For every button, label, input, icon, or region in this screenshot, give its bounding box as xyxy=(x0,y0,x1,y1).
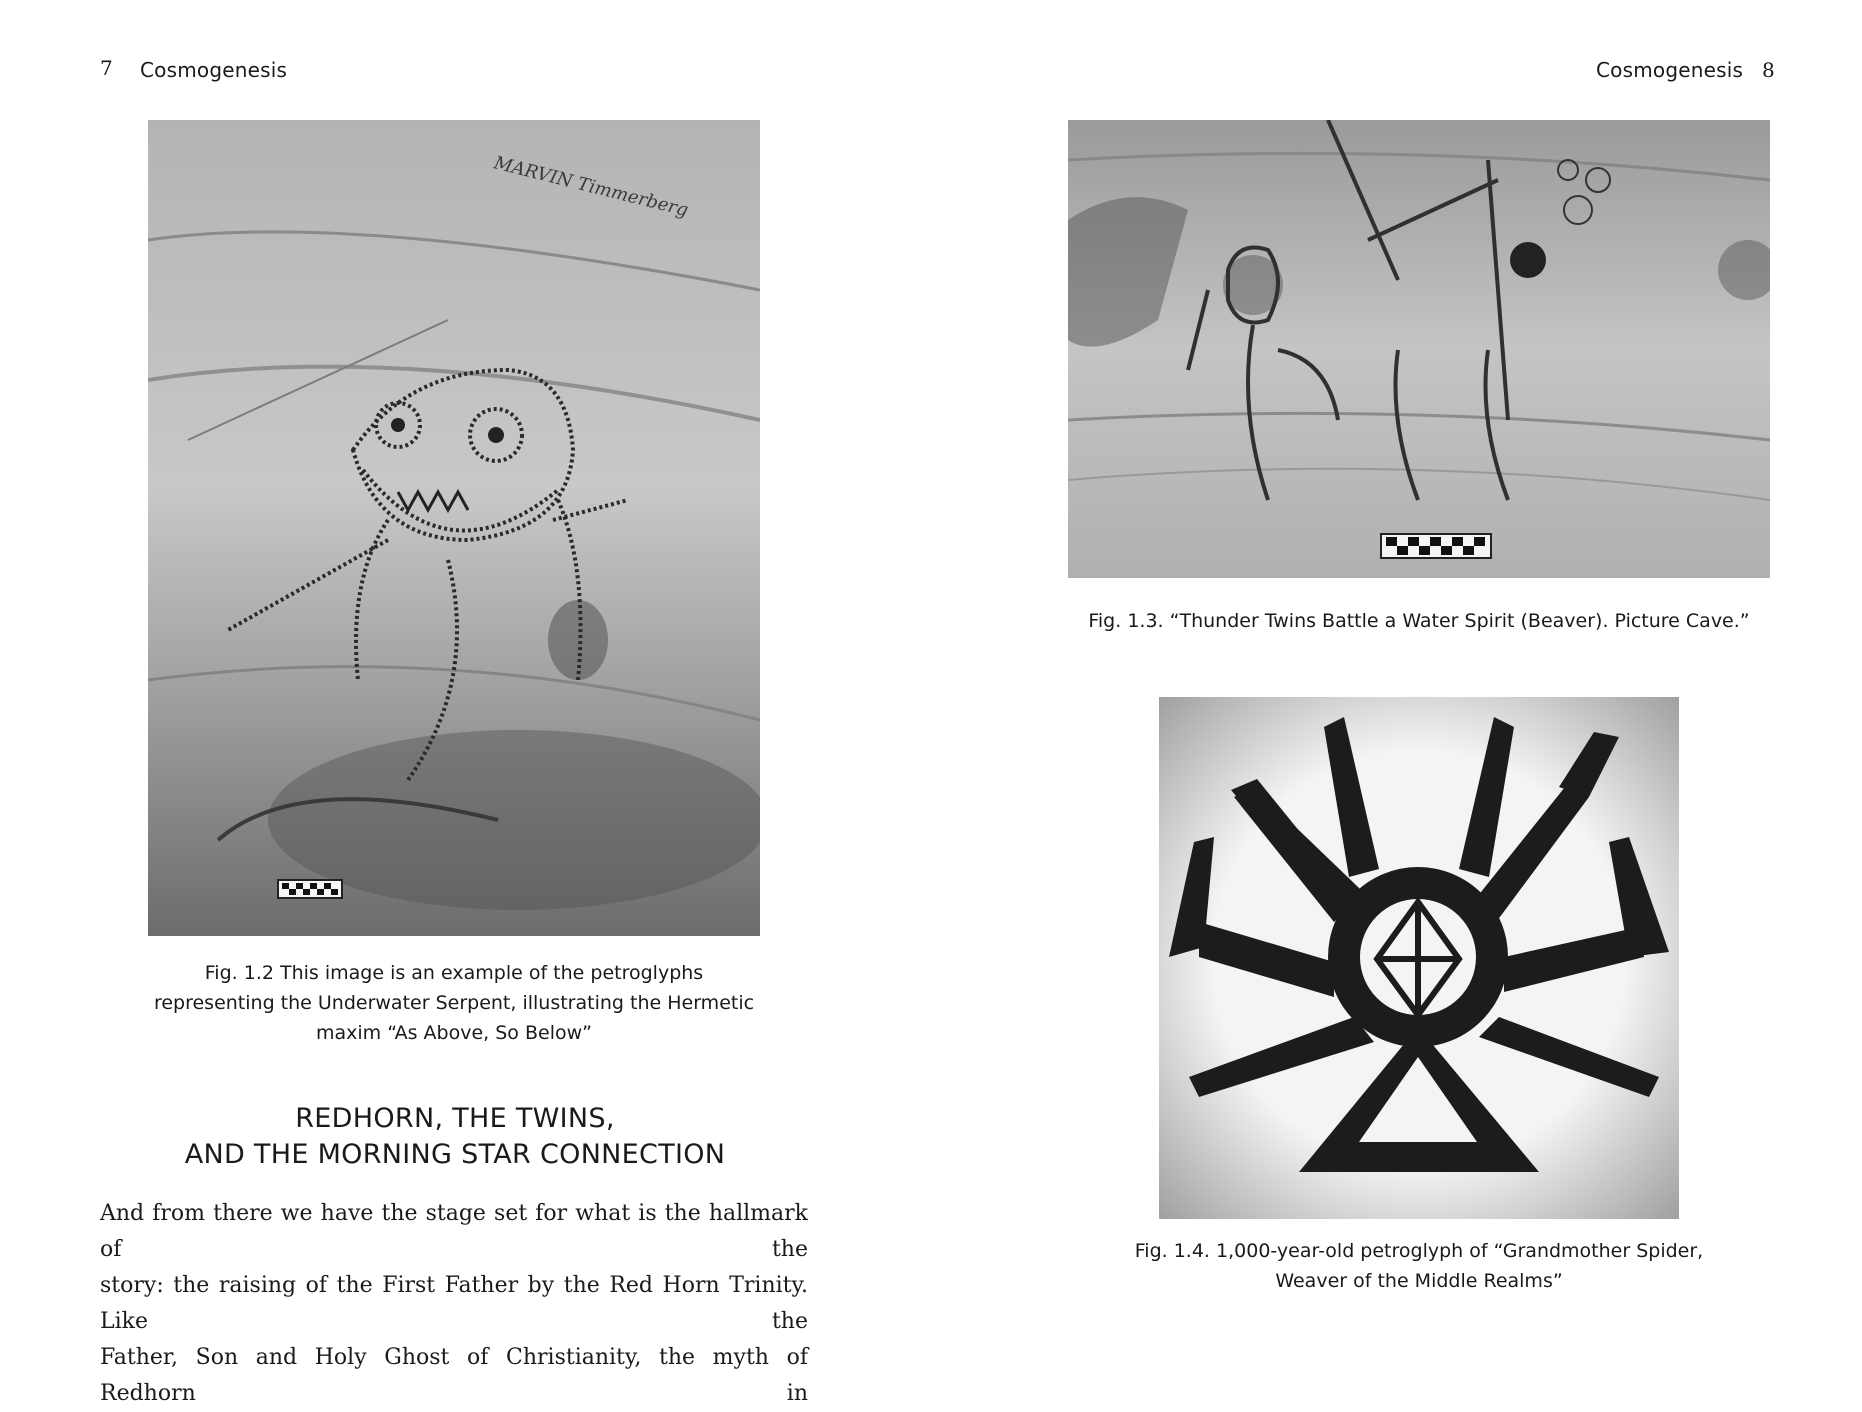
page-number-left: 7 xyxy=(100,56,113,80)
running-head-right: Cosmogenesis xyxy=(1596,58,1744,82)
thunder-twins-photo xyxy=(1068,120,1770,578)
caption-line: Fig. 1.2 This image is an example of the petroglyphs xyxy=(204,962,704,984)
scale-bar xyxy=(1381,534,1491,558)
body-paragraph xyxy=(100,1196,808,1412)
scale-bar xyxy=(278,880,342,898)
caption-line: maxim “As Above, So Below” xyxy=(316,1022,592,1044)
underwater-serpent-photo xyxy=(148,120,760,936)
heading-line: AND THE MORNING STAR CONNECTION xyxy=(184,1139,726,1170)
body-line: story: the raising of the First Father by the Red Horn Trinity. Like the xyxy=(100,1273,808,1334)
caption-line: representing the Underwater Serpent, illustrating the Hermetic xyxy=(153,992,755,1014)
figure-1-4-caption xyxy=(1068,1236,1770,1296)
grandmother-spider-petroglyph xyxy=(1159,697,1679,1219)
section-heading xyxy=(100,1101,810,1173)
page-number-right: 8 xyxy=(1762,58,1775,82)
photo-inscription: MARVIN Timmerberg xyxy=(491,152,691,222)
heading-line: REDHORN, THE TWINS, xyxy=(295,1103,615,1134)
body-line: And from there we have the stage set for what is the hallmark of the xyxy=(100,1201,808,1262)
caption-line: Weaver of the Middle Realms” xyxy=(1275,1270,1563,1292)
running-head-left: Cosmogenesis xyxy=(140,58,288,82)
figure-1-2-caption xyxy=(148,958,760,1048)
caption-line: Fig. 1.4. 1,000-year-old petroglyph of “Grandmother Spider, xyxy=(1134,1240,1704,1262)
figure-1-3-caption: Fig. 1.3. “Thunder Twins Battle a Water Spirit (Beaver). Picture Cave.” xyxy=(1088,610,1750,632)
body-line: Father, Son and Holy Ghost of Christianity, the myth of Redhorn in xyxy=(100,1345,808,1406)
